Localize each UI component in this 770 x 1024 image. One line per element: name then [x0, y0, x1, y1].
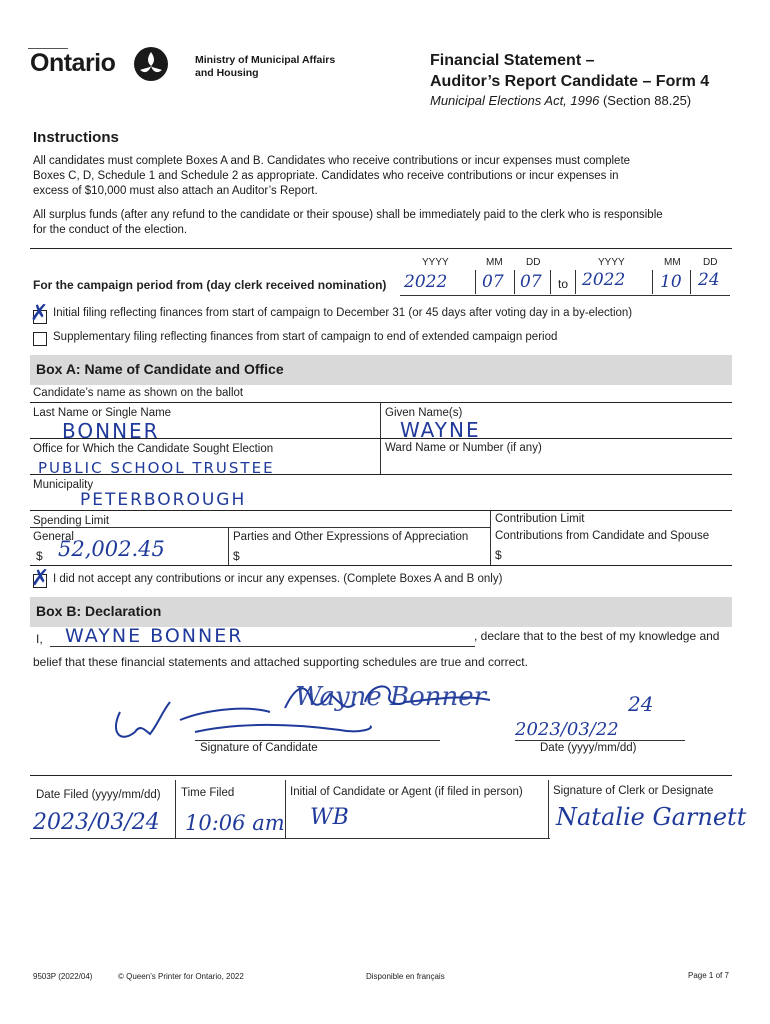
act-reference — [430, 93, 691, 108]
divider — [30, 474, 732, 475]
municipality-field[interactable]: PETERBOROUGH — [80, 490, 247, 510]
form-title-line-2: Auditor’s Report Candidate – Form 4 — [430, 73, 710, 90]
box-b-heading: Box B: Declaration — [36, 603, 162, 619]
last-name-label: Last Name or Single Name — [33, 407, 172, 419]
last-name-field[interactable]: BONNER — [62, 419, 160, 443]
instructions-line: All candidates must complete Boxes A and B. Candidates who receive contributions or incur expenses must complete — [33, 155, 631, 167]
parties-dollar: $ — [233, 549, 240, 563]
candidate-name-caption: Candidate’s name as shown on the ballot — [33, 387, 244, 399]
signature-label: Signature of Candidate — [200, 742, 318, 754]
column-separator — [490, 510, 491, 565]
given-name-label: Given Name(s) — [385, 407, 463, 419]
time-filed-field[interactable]: 10:06 am — [185, 811, 285, 835]
initial-label: Initial of Candidate or Agent (if filed in person) — [290, 786, 523, 798]
check-mark-icon: ✗ — [30, 300, 49, 325]
ward-label: Ward Name or Number (if any) — [385, 442, 542, 454]
instructions-line: excess of $10,000 must also attach an Auditor’s Report. — [33, 185, 318, 197]
spending-limit-label: Spending Limit — [33, 515, 110, 527]
initial-field[interactable]: WB — [310, 805, 349, 830]
date-correction: 24 — [628, 692, 654, 716]
act-section: (Section 88.25) — [602, 93, 692, 108]
ministry-line-1: Ministry of Municipal Affairs — [195, 54, 336, 66]
general-label: General — [33, 531, 74, 543]
field-separator — [652, 270, 653, 294]
filing-bottom-line — [30, 838, 550, 839]
initial-filing-label: Initial filing reflecting finances from start of campaign to December 31 (or 45 days after voting day in a by-election) — [53, 307, 633, 319]
instructions-line: All surplus funds (after any refund to the candidate or their spouse) shall be immediately paid to the clerk who is responsible — [33, 209, 663, 221]
signature-text: Wayne Bonner — [295, 682, 487, 712]
column-separator — [285, 780, 286, 838]
no-contributions-label: I did not accept any contributions or incur any expenses. (Complete Boxes A and B only) — [53, 573, 503, 585]
box-b-header — [30, 597, 732, 627]
ontario-logo: Ontario — [30, 49, 116, 77]
date-filed-field[interactable]: 2023/03/24 — [33, 810, 160, 835]
office-field[interactable]: PUBLIC SCHOOL TRUSTEE — [38, 459, 275, 477]
page-number: Page 1 of 7 — [688, 971, 729, 980]
divider — [30, 510, 732, 511]
to-yyyy-label: YYYY — [598, 257, 625, 268]
form-title — [430, 50, 709, 92]
from-dd-label: DD — [526, 257, 541, 268]
from-yyyy-field[interactable]: 2022 — [404, 272, 448, 292]
instructions-para-2 — [33, 208, 663, 238]
date-line — [515, 740, 685, 741]
declaration-date-field[interactable]: 2023/03/22 — [515, 719, 619, 740]
clerk-signature-label: Signature of Clerk or Designate — [553, 785, 714, 797]
to-dd-label: DD — [703, 257, 718, 268]
from-yyyy-label: YYYY — [422, 257, 449, 268]
contribution-dollar: $ — [495, 548, 502, 562]
box-a-heading: Box A: Name of Candidate and Office — [36, 361, 284, 377]
campaign-underline — [400, 295, 730, 296]
field-separator — [550, 270, 551, 294]
from-dd-field[interactable]: 07 — [520, 272, 542, 292]
instructions-heading: Instructions — [33, 129, 119, 146]
to-mm-field[interactable]: 10 — [660, 272, 682, 292]
column-separator — [548, 780, 549, 838]
form-id: 9503P (2022/04) — [33, 972, 93, 981]
copyright: © Queen’s Printer for Ontario, 2022 — [118, 972, 244, 981]
to-label: to — [558, 277, 569, 291]
act-name: Municipal Elections Act, 1996 — [430, 93, 600, 108]
from-mm-label: MM — [486, 257, 503, 268]
from-mm-field[interactable]: 07 — [482, 272, 504, 292]
clerk-signature-field[interactable]: Natalie Garnett — [556, 803, 747, 831]
divider — [30, 248, 732, 249]
supplementary-filing-checkbox[interactable] — [33, 332, 47, 346]
field-separator — [475, 270, 476, 294]
to-mm-label: MM — [664, 257, 681, 268]
office-label: Office for Which the Candidate Sought Election — [33, 443, 274, 455]
declaration-i-label: I, — [36, 632, 43, 646]
declarant-underline — [50, 646, 475, 647]
to-yyyy-field[interactable]: 2022 — [582, 270, 626, 290]
parties-label: Parties and Other Expressions of Appreciation — [233, 531, 469, 543]
campaign-period-label: For the campaign period from (day clerk received nomination) — [33, 278, 387, 292]
municipality-label: Municipality — [33, 479, 94, 491]
date-label: Date (yyyy/mm/dd) — [540, 742, 637, 754]
divider — [30, 438, 732, 439]
form-title-line-1: Financial Statement – — [430, 52, 595, 69]
column-separator — [228, 527, 229, 565]
instructions-line: for the conduct of the election. — [33, 224, 188, 236]
contribution-limit-label: Contribution Limit — [495, 513, 585, 525]
instructions-line: Boxes C, D, Schedule 1 and Schedule 2 as appropriate. Candidates who receive contributions or incur expenses in — [33, 170, 619, 182]
field-separator — [575, 270, 576, 294]
divider — [30, 775, 732, 776]
signature-image — [100, 672, 510, 748]
belief-text: belief that these financial statements and attached supporting schedules are true and correct. — [33, 655, 528, 669]
french-availability: Disponible en français — [366, 972, 445, 981]
divider — [30, 565, 732, 566]
column-separator — [175, 780, 176, 838]
divider — [30, 402, 732, 403]
field-separator — [690, 270, 691, 294]
to-dd-field[interactable]: 24 — [698, 270, 720, 290]
supplementary-filing-label: Supplementary filing reflecting finances from start of campaign to end of extended campaign period — [53, 331, 558, 343]
field-separator — [514, 270, 515, 294]
ministry-name — [195, 54, 335, 80]
ministry-line-2: and Housing — [195, 67, 259, 79]
time-filed-label: Time Filed — [181, 787, 235, 799]
given-name-field[interactable]: WAYNE — [400, 418, 481, 442]
signature-line — [195, 740, 440, 741]
declare-text: , declare that to the best of my knowledge and — [474, 629, 720, 643]
general-dollar: $ — [36, 549, 43, 563]
contribution-sub-label: Contributions from Candidate and Spouse — [495, 530, 710, 542]
general-limit-field[interactable]: 52,002.45 — [58, 537, 165, 561]
instructions-para-1 — [33, 154, 630, 199]
divider — [30, 527, 490, 528]
date-filed-label: Date Filed (yyyy/mm/dd) — [36, 789, 161, 801]
check-mark-icon: ✗ — [31, 565, 50, 590]
trillium-icon — [133, 46, 169, 82]
box-a-header — [30, 355, 732, 385]
declarant-name-field[interactable]: WAYNE BONNER — [65, 625, 244, 647]
